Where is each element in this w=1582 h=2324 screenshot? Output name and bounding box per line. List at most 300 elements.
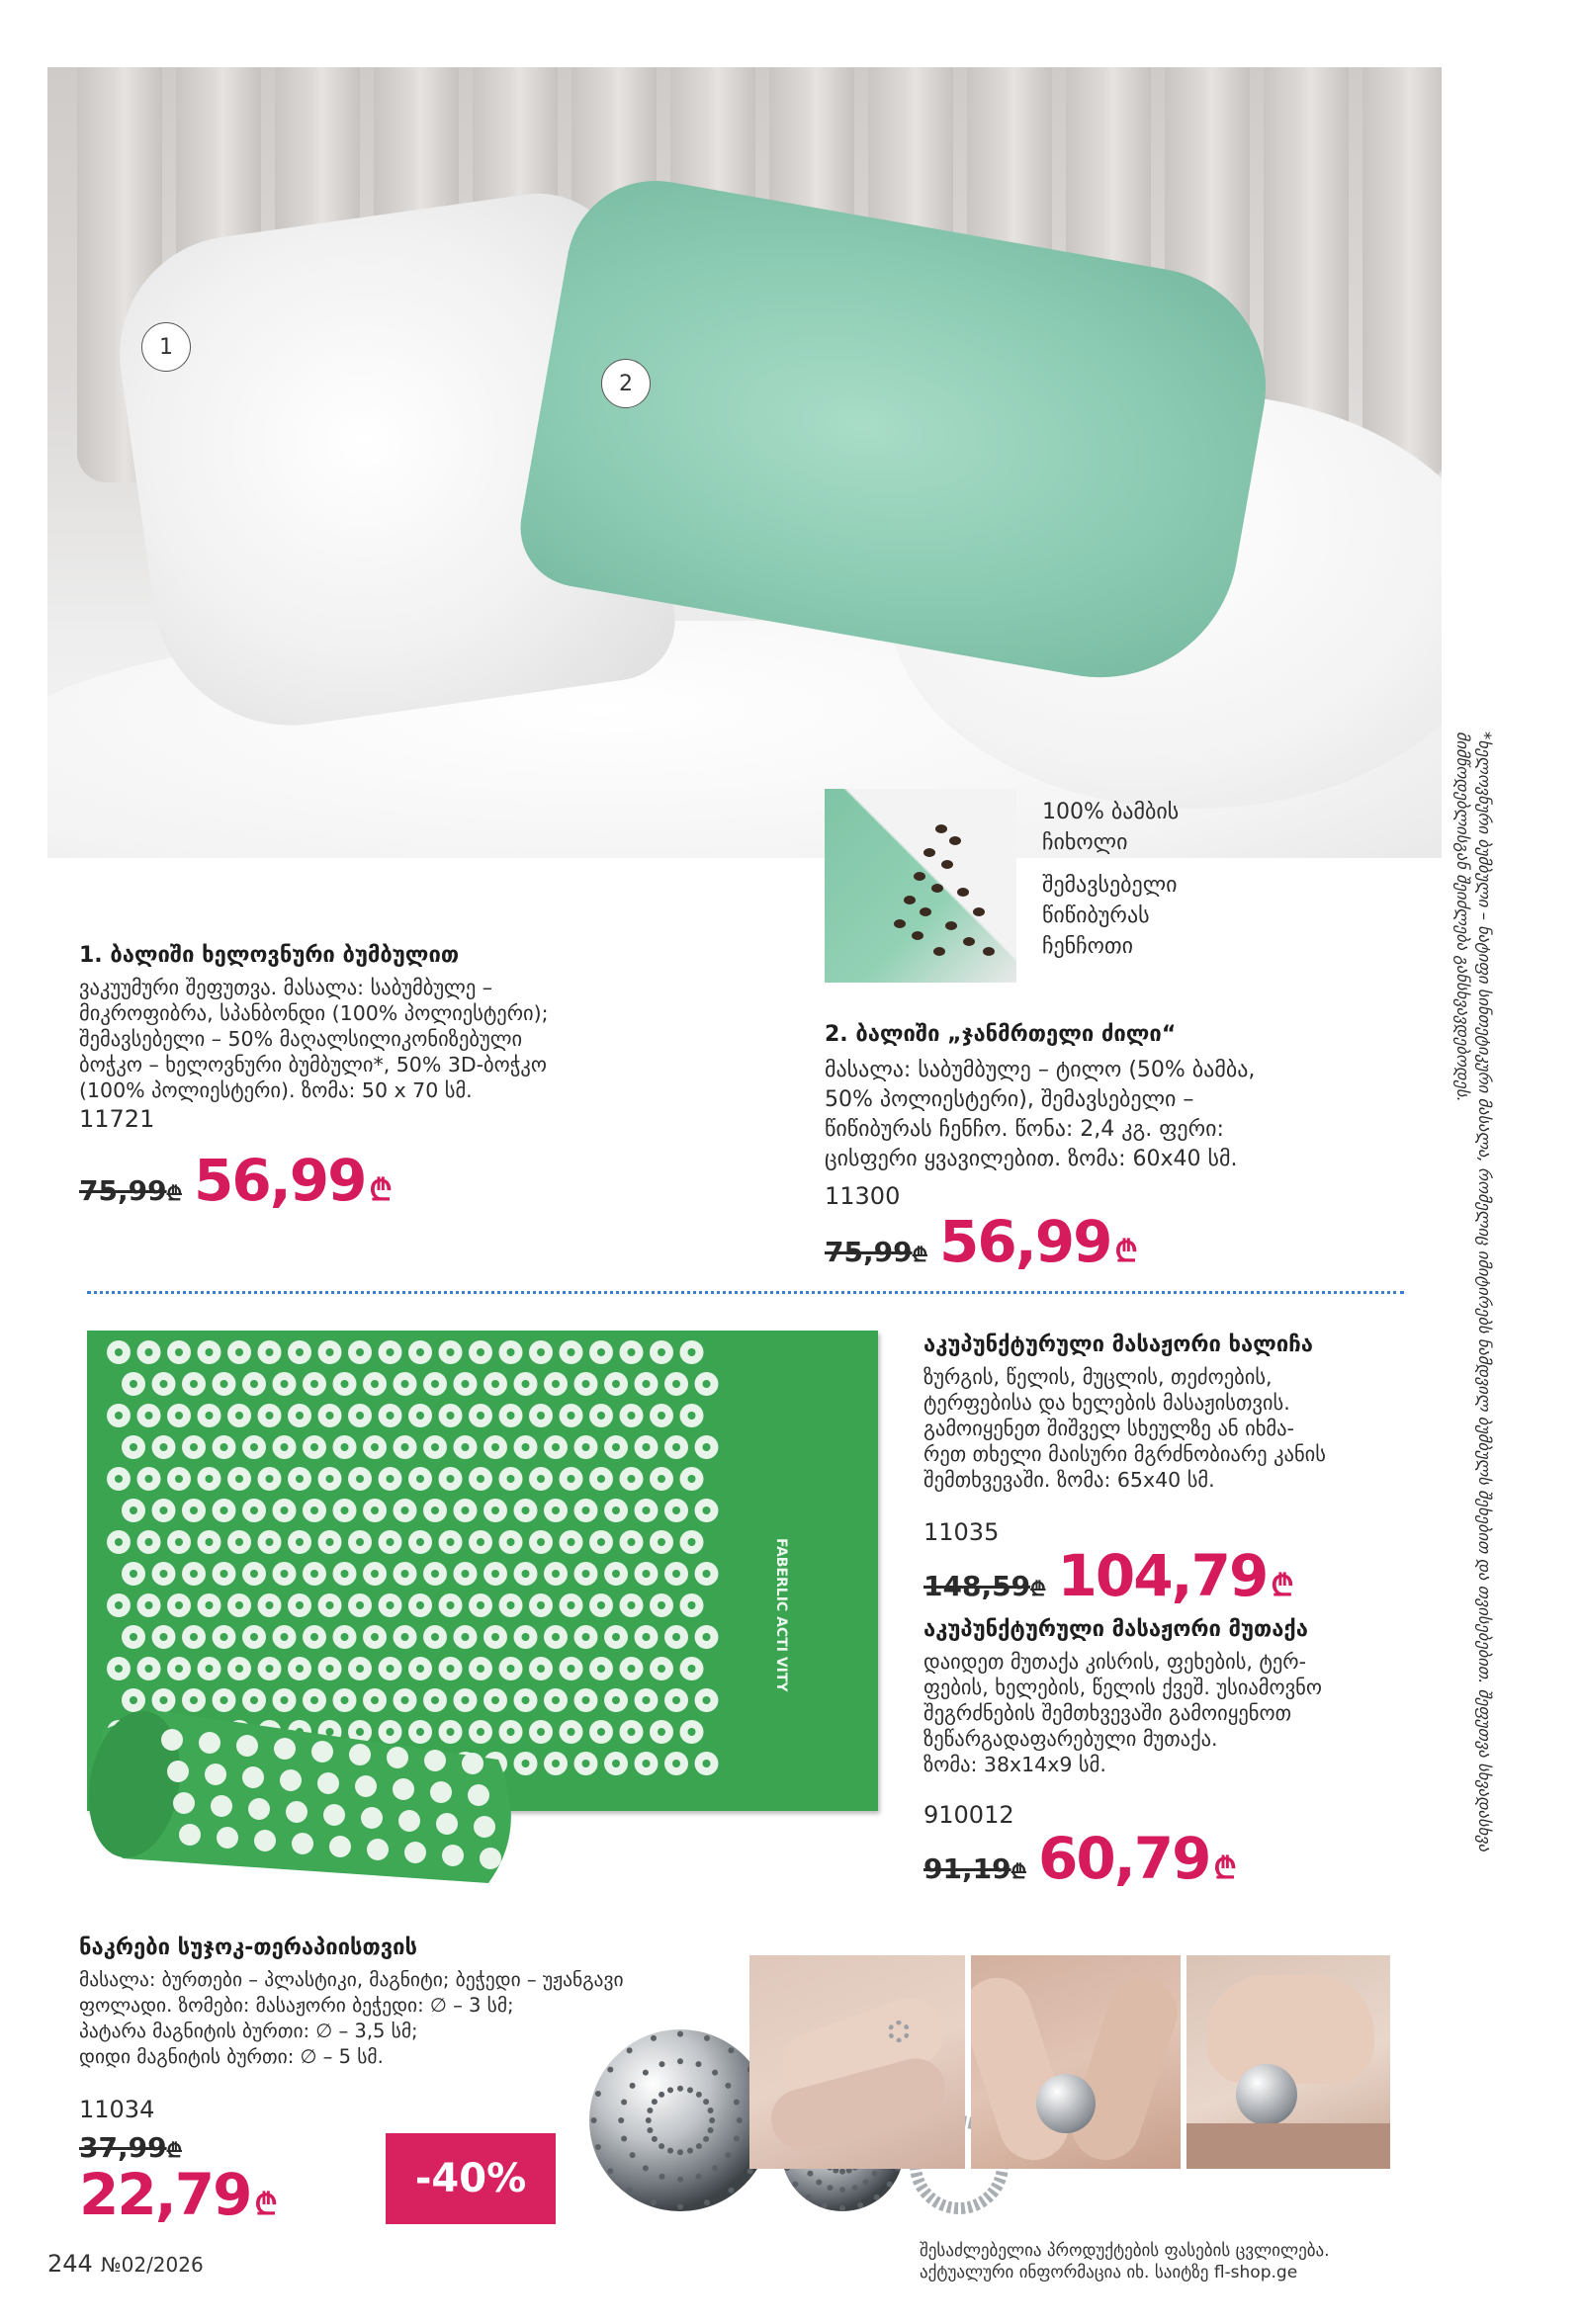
roll-spike xyxy=(442,1845,464,1866)
desc-line: მიკროფიბრა, სპანბონდი (100% პოლიესტერი); xyxy=(79,1001,549,1025)
mat-spike-center xyxy=(371,1506,379,1514)
desc-line: პატარა მაგნიტის ბურთი: ∅ – 3,5 სმ; xyxy=(79,2020,418,2042)
product2-price xyxy=(825,1208,1138,1275)
roll-spike xyxy=(468,1784,489,1806)
desc-line: ფების, ხელების, წელის ქვეშ. უსიამოვნო xyxy=(923,1676,1322,1699)
mat-spike-center xyxy=(628,1475,636,1483)
ball-spike xyxy=(704,2035,710,2041)
ball-spike xyxy=(677,2149,683,2155)
mat-spike-center xyxy=(266,1601,274,1609)
mat-spike-center xyxy=(658,1348,665,1356)
mat-spike-center xyxy=(281,1633,289,1641)
mat-spike-center xyxy=(658,1412,665,1420)
mat-spike-center xyxy=(612,1506,620,1514)
product1-title: 1. ბალიში ხელოვნური ბუმბულით xyxy=(79,943,460,968)
roll-spike xyxy=(462,1753,483,1774)
desc-line: გამოიყენეთ შიშველ სხეულზე ან იხმა- xyxy=(923,1417,1294,1440)
mat-spike-center xyxy=(628,1665,636,1673)
mat-spike-center xyxy=(688,1412,696,1420)
ball-spike xyxy=(872,2171,878,2177)
mat-spike-center xyxy=(447,1601,455,1609)
mat-spike-center xyxy=(310,1633,318,1641)
mat-spike-center xyxy=(568,1665,575,1673)
mat-spike-center xyxy=(537,1412,545,1420)
desc-line: შემავსებელი – 50% მაღალსილიკონიზებული xyxy=(79,1027,523,1051)
ball-spike xyxy=(659,2174,665,2180)
mat-spike-center xyxy=(612,1633,620,1641)
roll-spike xyxy=(236,1735,258,1757)
ball-spike xyxy=(618,2117,624,2123)
mat-spike-center xyxy=(416,1475,424,1483)
mat-spike-center xyxy=(250,1443,258,1451)
mat-spike-center xyxy=(658,1475,665,1483)
ball-spike xyxy=(667,2148,673,2154)
mat-spike-center xyxy=(145,1412,153,1420)
ball-spike xyxy=(677,2203,683,2209)
mat-spike-center xyxy=(703,1696,711,1704)
footnote-line: *ხელოვნური ბუმბული – ნატიფი სინთეტიკური მასალა, რომელიც იმიტირებს ნამდვილ ბუმბულს შეხებით და თვისებებით. შეფუთვა სხვადასხვა xyxy=(1475,732,1494,1852)
currency: ₾ xyxy=(912,1243,927,1266)
ball-spike xyxy=(696,2092,702,2098)
ball-spike xyxy=(734,2100,740,2106)
mat-spike-center xyxy=(250,1506,258,1514)
mat-spike-center xyxy=(672,1633,680,1641)
ball-spike xyxy=(607,2168,613,2174)
mat-spike-center xyxy=(688,1538,696,1546)
mat-spike-center xyxy=(281,1380,289,1388)
mat-spike-center xyxy=(341,1633,349,1641)
foot-ball-photo xyxy=(1186,1955,1390,2169)
roll-spike xyxy=(317,1772,339,1794)
desc-line: მასალა: საბუმბულე – ტილო (50% ბამბა, xyxy=(825,1058,1256,1082)
mat-spike-center xyxy=(401,1570,409,1578)
mat-spike-center xyxy=(160,1506,168,1514)
desc-line: 50% პოლიესტერი), შემავსებელი – xyxy=(825,1087,1194,1112)
old-price: 91,19 xyxy=(923,1852,1011,1885)
ball-spike xyxy=(857,2202,863,2208)
roll-spike xyxy=(161,1729,183,1751)
mat-spike-center xyxy=(643,1380,651,1388)
note-line: აქტუალური ინფორმაცია იხ. საიტზე fl-shop.ge xyxy=(920,2263,1298,2282)
mat-spike-center xyxy=(643,1633,651,1641)
mat-spike-center xyxy=(266,1412,274,1420)
roll-spike xyxy=(480,1848,501,1869)
ball-spike xyxy=(595,2144,601,2150)
roll-spike xyxy=(474,1816,495,1838)
note-line: შესაძლებელია პროდუქტების ფასების ცვლილება. xyxy=(920,2241,1330,2261)
ball-spike xyxy=(646,2117,652,2123)
desc-line: წიწიბურას ჩენჩო. წონა: 2,4 კგ. ფერი: xyxy=(825,1117,1224,1142)
mat-spike-center xyxy=(130,1506,137,1514)
mat-spike-center xyxy=(130,1443,137,1451)
mat-spike-center xyxy=(491,1380,499,1388)
mat-spike-center xyxy=(130,1570,137,1578)
roll-spike xyxy=(398,1810,420,1832)
mat-spike-center xyxy=(552,1570,560,1578)
mat-spike-center xyxy=(477,1601,484,1609)
mat-spike-center xyxy=(220,1380,228,1388)
mat-spike-center xyxy=(552,1506,560,1514)
ball-spike xyxy=(805,2195,811,2200)
mat-spike-center xyxy=(401,1443,409,1451)
mat-spike-center xyxy=(568,1412,575,1420)
mat-spike-center xyxy=(582,1443,590,1451)
ball-spike xyxy=(712,2165,718,2171)
mat-spike-center xyxy=(447,1348,455,1356)
ball-spike xyxy=(874,2195,880,2200)
inset-caption-line: შემავსებელი xyxy=(1042,873,1178,898)
mat-spike-center xyxy=(416,1601,424,1609)
mat-spike-center xyxy=(416,1538,424,1546)
mat-spike-center xyxy=(296,1601,304,1609)
mat-spike-center xyxy=(145,1601,153,1609)
mat-spike-center xyxy=(582,1570,590,1578)
mat-spike-center xyxy=(507,1665,515,1673)
ball-spike xyxy=(659,2092,664,2098)
mat-spike-center xyxy=(703,1506,711,1514)
mat-spike-center xyxy=(281,1443,289,1451)
product4-code: 910012 xyxy=(923,1801,1014,1829)
ball-spike xyxy=(737,2117,743,2123)
currency: ₾ xyxy=(166,2138,182,2162)
mat-spike-center xyxy=(310,1506,318,1514)
ball-spike xyxy=(703,2136,709,2142)
ball-spike xyxy=(734,2136,740,2142)
roll-spike xyxy=(436,1813,458,1835)
mat-spike-center xyxy=(145,1665,153,1673)
mat-spike-center xyxy=(341,1506,349,1514)
mat-spike-center xyxy=(310,1570,318,1578)
mat-spike-center xyxy=(491,1633,499,1641)
mat-spike-center xyxy=(672,1760,680,1767)
ball-spike xyxy=(677,2086,683,2092)
hands-ball-photo xyxy=(971,1955,1181,2169)
mat-spike-center xyxy=(552,1380,560,1388)
roll-spike xyxy=(430,1781,452,1803)
mat-spike-center xyxy=(597,1601,605,1609)
mat-spike-center xyxy=(401,1506,409,1514)
mat-spike-center xyxy=(507,1538,515,1546)
mat-spike-center xyxy=(356,1348,364,1356)
mat-spike-center xyxy=(537,1538,545,1546)
roll-spike xyxy=(217,1827,238,1849)
mat-spike-center xyxy=(296,1665,304,1673)
roll-spike xyxy=(367,1839,389,1860)
mat-spike-center xyxy=(387,1412,395,1420)
product2-description xyxy=(825,1056,1255,1174)
mat-spike-center xyxy=(447,1665,455,1673)
roll-spike xyxy=(424,1750,446,1771)
mat-spike-center xyxy=(206,1665,214,1673)
currency: ₾ xyxy=(254,2188,278,2222)
mat-spike-center xyxy=(431,1443,439,1451)
roll-spike xyxy=(393,1778,414,1800)
ball-spike xyxy=(822,2202,828,2208)
ball-spike xyxy=(725,2083,731,2089)
mat-spike-center xyxy=(612,1570,620,1578)
roll-spikes xyxy=(63,1700,558,1888)
product2-code: 11300 xyxy=(825,1182,901,1210)
ball-spike xyxy=(621,2100,627,2106)
mat-spike-center xyxy=(447,1412,455,1420)
currency: ₾ xyxy=(369,1173,393,1208)
inset-caption-line: წიწიბურას xyxy=(1042,904,1150,928)
mat-spike-center xyxy=(703,1633,711,1641)
desc-line: დიდი მაგნიტის ბურთი: ∅ – 5 სმ. xyxy=(79,2045,384,2068)
mat-spike-center xyxy=(206,1412,214,1420)
mat-spike-center xyxy=(401,1380,409,1388)
product2-title: 2. ბალიში „ჯანმრთელი ძილი“ xyxy=(825,1022,1177,1047)
ball-spike xyxy=(687,2087,693,2093)
mat-spike-center xyxy=(431,1633,439,1641)
page-footer-left xyxy=(47,2250,204,2278)
ball-spike xyxy=(677,2031,683,2037)
mat-spike-center xyxy=(206,1601,214,1609)
mat-spike-center xyxy=(507,1348,515,1356)
mat-spike-center xyxy=(130,1380,137,1388)
ball-spike xyxy=(728,2047,734,2053)
mat-spike-center xyxy=(658,1728,665,1736)
mat-spike-center xyxy=(612,1696,620,1704)
mat-spike-center xyxy=(175,1412,183,1420)
roll-spike xyxy=(242,1766,264,1788)
hands-ring-photo xyxy=(749,1955,965,2169)
inset-caption-line: ჩენჩოთი xyxy=(1042,934,1133,959)
roll-spike xyxy=(286,1801,308,1823)
roll-spike xyxy=(199,1732,220,1754)
mat-spike-center xyxy=(628,1348,636,1356)
ball-spike xyxy=(651,2199,657,2205)
mat-spike-center xyxy=(491,1443,499,1451)
mat-spike-center xyxy=(160,1380,168,1388)
product3-code: 11035 xyxy=(923,1518,1000,1546)
mat-spike-center xyxy=(115,1412,123,1420)
ball-spike xyxy=(696,2174,702,2180)
mat-spike-center xyxy=(160,1443,168,1451)
mat-spike-center xyxy=(537,1601,545,1609)
mat-spike-center xyxy=(568,1601,575,1609)
mat-spike-center xyxy=(115,1538,123,1546)
mat-spike-center xyxy=(296,1412,304,1420)
roll-spike xyxy=(404,1842,426,1863)
old-price: 148,59 xyxy=(923,1570,1031,1602)
footnote-line: მიმწოდებლისგან შეიძლება განსხვავდებოდეს. xyxy=(1453,732,1472,1102)
mat-spike-center xyxy=(416,1348,424,1356)
new-price: 56,99 xyxy=(194,1147,366,1214)
mat-spike-center xyxy=(250,1380,258,1388)
mat-spike-center xyxy=(582,1760,590,1767)
ball-spike xyxy=(591,2117,597,2123)
currency: ₾ xyxy=(1271,1569,1294,1603)
mat-spike-center xyxy=(537,1475,545,1483)
mat-spike-center xyxy=(387,1475,395,1483)
ball-spike xyxy=(652,2136,658,2142)
headboard-panel xyxy=(1362,67,1442,482)
ball-spike xyxy=(652,2099,658,2105)
mat-spike-center xyxy=(537,1348,545,1356)
desc-line: (100% პოლიესტერი). ზომა: 50 x 70 სმ. xyxy=(79,1078,473,1102)
mat-spike-center xyxy=(672,1696,680,1704)
ball-spike xyxy=(696,2143,702,2149)
mat-spike-center xyxy=(220,1506,228,1514)
mat-spike-center xyxy=(326,1412,334,1420)
product5-old-price xyxy=(79,2131,182,2164)
mat-spike-center xyxy=(387,1601,395,1609)
mat-spike-center xyxy=(431,1570,439,1578)
mat-spike-center xyxy=(310,1380,318,1388)
mat-spike-center xyxy=(206,1538,214,1546)
mat-spike-center xyxy=(522,1506,530,1514)
ball-spike xyxy=(627,2188,633,2194)
discount-badge: -40% xyxy=(386,2133,556,2224)
page-number: 244 xyxy=(47,2250,93,2278)
mat-spike-center xyxy=(115,1601,123,1609)
mat-spike-center xyxy=(477,1665,484,1673)
mat-spike-center xyxy=(552,1443,560,1451)
mat-spike-center xyxy=(220,1443,228,1451)
mat-spike-center xyxy=(522,1380,530,1388)
mat-spike-center xyxy=(643,1443,651,1451)
inset-caption-line: 100% ბამბის xyxy=(1042,800,1180,824)
ball-spike xyxy=(839,2187,845,2193)
mat-spike-center xyxy=(220,1633,228,1641)
mat-spike-center xyxy=(688,1475,696,1483)
ball-spike xyxy=(792,2182,798,2188)
mat-spike-center xyxy=(597,1475,605,1483)
mat-spike-center xyxy=(447,1538,455,1546)
mat-spike-center xyxy=(462,1506,470,1514)
ball-spike xyxy=(630,2152,636,2158)
mat-spike-center xyxy=(235,1601,243,1609)
ball-spike xyxy=(728,2188,734,2194)
mat-spike-center xyxy=(401,1633,409,1641)
product3-description xyxy=(923,1364,1326,1493)
mat-spike-center xyxy=(356,1475,364,1483)
mat-spike-center xyxy=(310,1443,318,1451)
mat-spike-center xyxy=(356,1601,364,1609)
mat-spike-center xyxy=(175,1538,183,1546)
mat-spike-center xyxy=(296,1475,304,1483)
desc-line: შეგრძნების შემთხვევაში გამოიყენოთ xyxy=(923,1701,1291,1725)
buckwheat-filling-photo xyxy=(825,789,1016,983)
old-price: 75,99 xyxy=(825,1236,913,1268)
product5-title: ნაკრები სუჯოკ-თერაპიისთვის xyxy=(79,1936,418,1960)
roll-spike xyxy=(248,1798,270,1820)
desc-line: ფოლადი. ზომები: მასაჟორი ბეჭედი: ∅ – 3 სმ; xyxy=(79,1994,514,2017)
product5-new-price xyxy=(79,2161,278,2228)
mat-spike-center xyxy=(266,1475,274,1483)
mat-spike-center xyxy=(462,1633,470,1641)
ball-spike xyxy=(828,2185,834,2191)
mat-spike-center xyxy=(582,1506,590,1514)
marker-2: 2 xyxy=(601,359,651,408)
mat-spike-center xyxy=(597,1412,605,1420)
mat-spike-center xyxy=(115,1348,123,1356)
mat-spike-center xyxy=(568,1728,575,1736)
new-price: 56,99 xyxy=(939,1208,1111,1275)
new-price: 60,79 xyxy=(1038,1825,1210,1892)
mat-spike-center xyxy=(326,1665,334,1673)
mat-spike-center xyxy=(658,1665,665,1673)
roll-spike xyxy=(361,1807,383,1829)
mat-spike-center xyxy=(326,1475,334,1483)
ball-spike xyxy=(839,2205,845,2211)
mat-spike-center xyxy=(130,1633,137,1641)
mat-spike-center xyxy=(431,1506,439,1514)
currency: ₾ xyxy=(1011,1859,1026,1883)
mat-spike-center xyxy=(160,1633,168,1641)
mat-spike-center xyxy=(266,1348,274,1356)
side-footnote xyxy=(1451,732,1495,2224)
mat-spike-center xyxy=(477,1538,484,1546)
mat-spike-center xyxy=(235,1348,243,1356)
roll-spike xyxy=(211,1795,232,1817)
mat-spike-center xyxy=(250,1570,258,1578)
mat-spike-center xyxy=(371,1570,379,1578)
mat-spike-center xyxy=(507,1412,515,1420)
mat-spike-center xyxy=(235,1538,243,1546)
ball-spike xyxy=(647,2127,653,2133)
ball-spike xyxy=(807,2171,813,2177)
ball-spike xyxy=(887,2182,893,2188)
ball-spike xyxy=(659,2061,665,2067)
mat-spike-center xyxy=(612,1380,620,1388)
mat-spike-center xyxy=(628,1601,636,1609)
mat-spike-center xyxy=(371,1633,379,1641)
section-divider xyxy=(87,1291,1404,1294)
mat-spike-center xyxy=(266,1538,274,1546)
mat-spike-center xyxy=(522,1443,530,1451)
desc-line: ზეწარგადაფარებული მუთაქა. xyxy=(923,1727,1218,1751)
product3-title: აკუპუნქტურული მასაჟორი ხალიჩა xyxy=(923,1333,1313,1357)
mat-spike-center xyxy=(568,1348,575,1356)
mat-spike-center xyxy=(175,1348,183,1356)
currency: ₾ xyxy=(1213,1851,1237,1886)
mat-spike-center xyxy=(356,1412,364,1420)
mat-spike-center xyxy=(326,1348,334,1356)
roll-spike xyxy=(292,1833,313,1854)
mat-spike-center xyxy=(703,1570,711,1578)
ball-spike xyxy=(627,2047,633,2053)
mat-spike-center xyxy=(672,1506,680,1514)
currency: ₾ xyxy=(1114,1235,1138,1269)
desc-line: ტერფებისა და ხელების მასაჟისთვის. xyxy=(923,1391,1290,1415)
mat-spike-center xyxy=(477,1475,484,1483)
desc-line: მასალა: ბურთები – პლასტიკი, მაგნიტი; ბეჭედი – უჟანგავი xyxy=(79,1968,624,1991)
ball-spike xyxy=(712,2070,718,2076)
hero-bedroom-photo xyxy=(47,67,1442,858)
mat-spike-center xyxy=(477,1412,484,1420)
mat-spike-center xyxy=(447,1475,455,1483)
mat-spike-center xyxy=(491,1570,499,1578)
ball-spike xyxy=(677,2177,683,2183)
mat-spike-center xyxy=(628,1728,636,1736)
mat-spike-center xyxy=(568,1475,575,1483)
mat-spike-center xyxy=(643,1760,651,1767)
mat-spike-center xyxy=(206,1348,214,1356)
mat-spike-center xyxy=(235,1475,243,1483)
ball-spike xyxy=(667,2087,673,2093)
mat-spike-center xyxy=(296,1538,304,1546)
desc-line: დაიდეთ მუთაქა კისრის, ფეხების, ტერ- xyxy=(923,1650,1306,1674)
product3-price xyxy=(923,1542,1293,1609)
product1-description xyxy=(79,975,672,1103)
mat-spike-center xyxy=(431,1380,439,1388)
mat-spike-center xyxy=(281,1506,289,1514)
roll-spike xyxy=(254,1830,276,1851)
mat-spike-center xyxy=(206,1475,214,1483)
desc-line: ზომა: 38x14x9 სმ. xyxy=(923,1753,1106,1776)
